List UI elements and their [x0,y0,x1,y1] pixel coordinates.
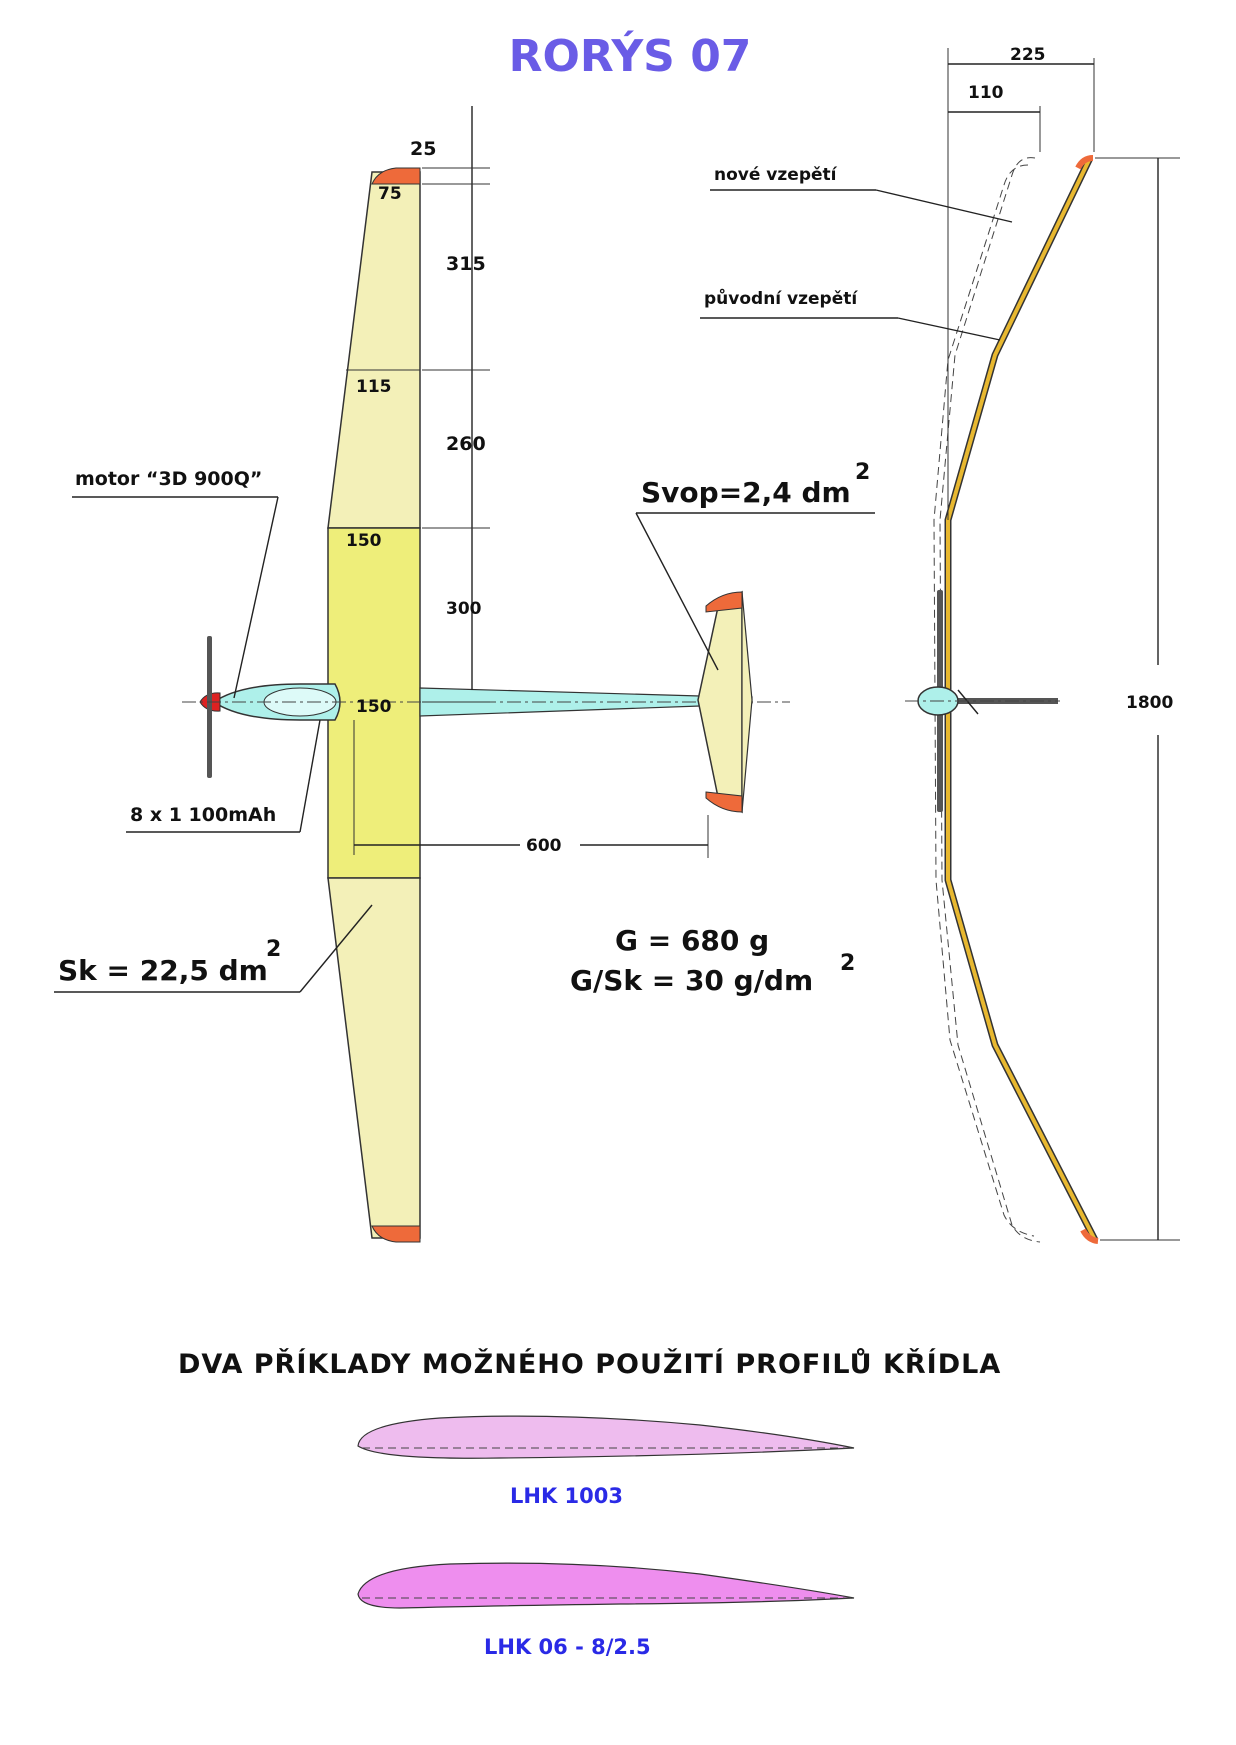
dim-outer-span: 315 [446,253,486,275]
tail-area-callout [636,460,875,670]
profile2-name: LHK 06 - 8/2.5 [484,1635,651,1659]
dim-dihedral-new: 110 [968,83,1004,103]
dim-dihedral-old: 225 [1010,45,1046,65]
wing-loading-exponent: 2 [840,951,856,976]
dim-mid-span: 260 [446,433,486,455]
stabilizer-tip-top [706,592,742,612]
dim-tail-arm: 600 [526,836,562,856]
new-dihedral-label: nové vzepětí [714,165,837,185]
stabilizer [698,592,742,812]
dim-outer-chord: 115 [356,377,392,397]
leader-line [876,190,1012,222]
dim-root-chord-a: 150 [346,531,382,551]
profile-lhk-1003 [358,1416,854,1508]
wing-area-callout [54,905,372,992]
dim-center-half: 300 [446,599,482,619]
weight-stats [570,924,855,997]
dim-tip-offset: 25 [410,138,437,160]
battery-callout [126,720,320,832]
wing-tip-top [372,168,420,184]
dim-total-span: 1800 [1126,693,1174,713]
leader-line [898,318,1000,340]
battery-label: 8 x 1 100mAh [130,804,277,826]
front-view [905,158,1098,1242]
motor-label: motor “3D 900Q” [75,468,263,490]
wing-outer-panel-bottom [328,878,420,1238]
leader-line [300,720,320,832]
leader-line [234,497,278,698]
dihedral-dimensions [948,45,1180,1240]
elevator [742,592,752,812]
wing-area-label: Sk = 22,5 dm [58,954,268,987]
original-dihedral-label: původní vzepětí [704,289,858,309]
leader-line [636,513,718,670]
dim-root-chord-b: 150 [356,697,392,717]
wing-area-exponent: 2 [266,937,282,962]
tail-area-label: Svop=2,4 dm [641,476,851,509]
tail-area-exponent: 2 [855,460,871,485]
stabilizer-tip-bottom [706,792,742,812]
wing-tip-bottom [372,1226,420,1242]
drawing-title: RORÝS 07 [508,31,752,82]
wing-loading-label: G/Sk = 30 g/dm [570,964,814,997]
weight-label: G = 680 g [615,924,770,957]
profile1-name: LHK 1003 [510,1484,623,1508]
dim-tip-chord: 75 [378,184,402,204]
airfoil-lhk-1003 [358,1416,854,1458]
motor-callout [72,468,278,698]
profile-lhk-06 [358,1563,854,1659]
propeller [207,636,212,778]
horizontal-tail [698,592,752,812]
profiles-heading: DVA PŘÍKLADY MOŽNÉHO POUŽITÍ PROFILŮ KŘÍDLA [178,1349,1002,1380]
wing-outer-panel-top [328,172,420,528]
airfoil-lhk-06 [358,1563,854,1608]
dihedral-callouts [700,165,1012,340]
